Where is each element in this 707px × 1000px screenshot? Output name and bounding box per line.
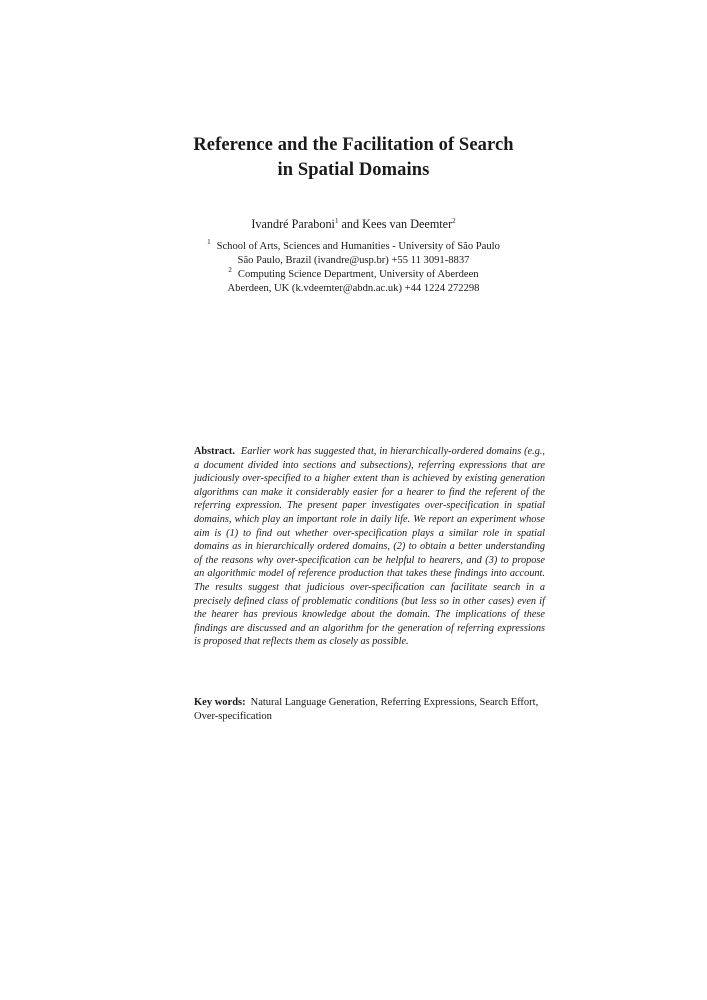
affiliation-line: $^1$ School of Arts, Sciences and Humanities - University of São Paulo <box>207 238 500 252</box>
title-line-1: Reference and the Facilitation of Search <box>193 135 514 155</box>
title-line-2: in Spatial Domains <box>277 160 430 180</box>
affiliation-mark: 1 <box>334 217 339 225</box>
abstract <box>194 445 545 649</box>
affiliation-mark: 2 <box>228 266 232 274</box>
affiliation-line: Aberdeen, UK (k.vdeemter@abdn.ac.uk) +44 1224 272298 <box>227 283 480 294</box>
keywords-text: Natural Language Generation, Referring Expressions, Search Effort, Over-specification <box>194 697 539 722</box>
abstract-label: Abstract. <box>194 446 235 457</box>
abstract-text: Earlier work has suggested that, in hierarchically-ordered domains (e.g., a document divided into sections and subsections), referring expressions that are judiciously over-specified to a higher extent than is achieved by existing generation algorithms can make it considerably easier for a hearer to find the referent of the referring expression. The present paper investigates over-specification in spatial domains, which play an important role in daily life. We report an experiment whose aim is (1) to find out whether over-specification plays a similar role in spatial domains as in hierarchically ordered domains, (2) to obtain a better understanding of the reasons why over-specification can be helpful to hearers, and (3) to propose an algorithmic model of reference production that takes these findings into account. The results suggest that judicious over-specification can facilitate search in a precisely defined class of problematic conditions (but less so in other cases) even if the hearer has previous knowledge about the domain. The implications of these findings are discussed and an algorithm for the generation of referring expressions is proposed that reflects them as closely as possible. <box>194 446 545 648</box>
paper-title <box>0 133 707 183</box>
keywords <box>194 696 546 724</box>
keywords-label: Key words: <box>194 697 246 708</box>
author-connector: and <box>338 217 363 231</box>
affiliation-mark: 1 <box>207 238 211 246</box>
affiliations <box>0 240 707 296</box>
author-name: Ivandré Paraboni <box>251 217 335 231</box>
affiliation-line: $^2$ Computing Science Department, University of Aberdeen <box>228 266 479 280</box>
author-name: Kees van Deemter <box>362 217 453 231</box>
author-list <box>0 216 707 232</box>
affiliation-mark: 2 <box>452 217 456 225</box>
affiliation-line: São Paulo, Brazil (ivandre@usp.br) +55 11 3091-8837 <box>237 255 470 266</box>
